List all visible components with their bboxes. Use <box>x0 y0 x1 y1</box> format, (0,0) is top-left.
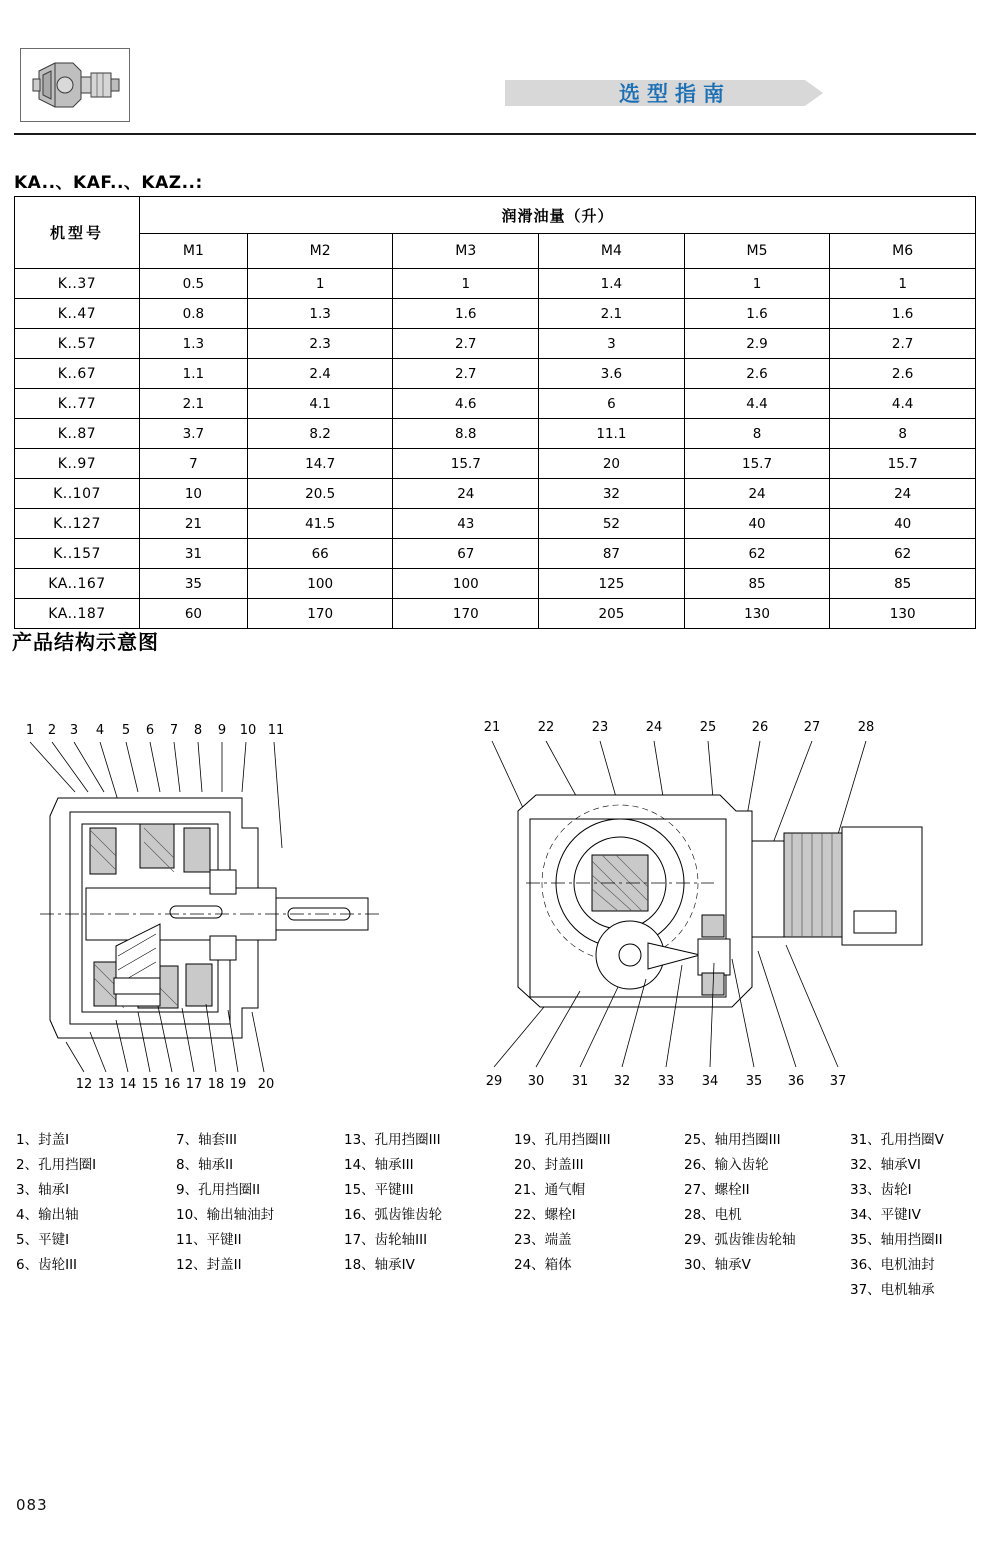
cell-m6: 40 <box>830 509 976 539</box>
callout-10: 10 <box>239 723 257 738</box>
legend-item: 36、电机油封 <box>850 1257 935 1273</box>
legend-item: 25、轴用挡圈III <box>684 1132 781 1148</box>
callout-30: 30 <box>527 1074 545 1089</box>
table-row <box>15 359 976 389</box>
cell-m5: 130 <box>684 599 830 629</box>
cell-m4: 3.6 <box>539 359 685 389</box>
cell-m3: 170 <box>393 599 539 629</box>
cell-m4: 1.4 <box>539 269 685 299</box>
parts-legend <box>16 1128 976 1303</box>
cell-m4: 125 <box>539 569 685 599</box>
callout-27: 27 <box>803 720 821 735</box>
cell-m3: 4.6 <box>393 389 539 419</box>
legend-item: 21、通气帽 <box>514 1182 586 1198</box>
cell-m6: 4.4 <box>830 389 976 419</box>
legend-column-1 <box>16 1128 176 1303</box>
cell-m5: 1 <box>684 269 830 299</box>
cell-m4: 11.1 <box>539 419 685 449</box>
cell-m6: 8 <box>830 419 976 449</box>
cell-m6: 1.6 <box>830 299 976 329</box>
table-row <box>15 299 976 329</box>
cell-m1: 0.5 <box>140 269 248 299</box>
legend-item: 35、轴用挡圈II <box>850 1232 943 1248</box>
callout-6: 6 <box>145 723 155 738</box>
table-header-model: 机型号 <box>15 197 140 269</box>
cell-m5: 62 <box>684 539 830 569</box>
legend-item: 33、齿轮I <box>850 1182 912 1198</box>
legend-item: 23、端盖 <box>514 1232 572 1248</box>
model-caption: KA..、KAF..、KAZ..: <box>14 173 203 193</box>
legend-item: 10、输出轴油封 <box>176 1207 275 1223</box>
gearbox-section-left-diagram <box>20 720 420 1100</box>
product-logo <box>20 48 130 122</box>
callout-9: 9 <box>217 723 227 738</box>
cell-m2: 100 <box>247 569 393 599</box>
cell-m5: 24 <box>684 479 830 509</box>
header-divider <box>14 133 976 135</box>
cell-m5: 15.7 <box>684 449 830 479</box>
cell-m4: 52 <box>539 509 685 539</box>
callout-32: 32 <box>613 1074 631 1089</box>
cell-m6: 2.7 <box>830 329 976 359</box>
table-row <box>15 419 976 449</box>
legend-item: 26、输入齿轮 <box>684 1157 769 1173</box>
cell-model: K..37 <box>15 269 140 299</box>
callout-28: 28 <box>857 720 875 735</box>
table-header-m6: M6 <box>830 234 976 269</box>
cell-m5: 8 <box>684 419 830 449</box>
legend-item: 24、箱体 <box>514 1257 572 1273</box>
gear-motor-illustration-icon <box>21 49 129 121</box>
legend-item: 9、孔用挡圈II <box>176 1182 261 1198</box>
legend-item: 12、封盖II <box>176 1257 242 1273</box>
legend-item: 5、平键I <box>16 1232 70 1248</box>
legend-item: 13、孔用挡圈III <box>344 1132 441 1148</box>
legend-item: 2、孔用挡圈I <box>16 1157 97 1173</box>
cell-m3: 1 <box>393 269 539 299</box>
legend-column-5 <box>684 1128 850 1303</box>
cell-m2: 170 <box>247 599 393 629</box>
cell-model: K..107 <box>15 479 140 509</box>
banner-title: 选型指南 <box>619 82 731 106</box>
callout-3: 3 <box>69 723 79 738</box>
table-row <box>15 569 976 599</box>
cell-m1: 1.3 <box>140 329 248 359</box>
table-row <box>15 329 976 359</box>
cell-m5: 2.9 <box>684 329 830 359</box>
cell-m5: 40 <box>684 509 830 539</box>
legend-item: 16、弧齿锥齿轮 <box>344 1207 443 1223</box>
cell-m4: 205 <box>539 599 685 629</box>
cell-m3: 15.7 <box>393 449 539 479</box>
cell-m5: 4.4 <box>684 389 830 419</box>
cell-m6: 62 <box>830 539 976 569</box>
structure-section-title: 产品结构示意图 <box>12 630 159 654</box>
cell-m6: 15.7 <box>830 449 976 479</box>
callout-14: 14 <box>119 1077 137 1092</box>
callout-18: 18 <box>207 1077 225 1092</box>
cell-model: K..57 <box>15 329 140 359</box>
cell-m2: 14.7 <box>247 449 393 479</box>
callout-35: 35 <box>745 1074 763 1089</box>
legend-item: 22、螺栓I <box>514 1207 576 1223</box>
cell-m2: 2.3 <box>247 329 393 359</box>
legend-item: 19、孔用挡圈III <box>514 1132 611 1148</box>
callout-4: 4 <box>95 723 105 738</box>
table-row <box>15 389 976 419</box>
cell-m2: 4.1 <box>247 389 393 419</box>
cell-m6: 1 <box>830 269 976 299</box>
cell-m3: 100 <box>393 569 539 599</box>
callout-22: 22 <box>537 720 555 735</box>
legend-column-2 <box>176 1128 344 1303</box>
callout-16: 16 <box>163 1077 181 1092</box>
cell-model: K..47 <box>15 299 140 329</box>
callout-24: 24 <box>645 720 663 735</box>
legend-item: 14、轴承III <box>344 1157 414 1173</box>
table-row <box>15 449 976 479</box>
callout-20: 20 <box>257 1077 275 1092</box>
table-header-m2: M2 <box>247 234 393 269</box>
cell-m1: 7 <box>140 449 248 479</box>
legend-item: 18、轴承IV <box>344 1257 415 1273</box>
cell-m3: 2.7 <box>393 359 539 389</box>
legend-item: 27、螺栓II <box>684 1182 750 1198</box>
callout-7: 7 <box>169 723 179 738</box>
table-header-oil-group: 润滑油量（升） <box>140 197 976 234</box>
legend-item: 29、弧齿锥齿轮轴 <box>684 1232 796 1248</box>
callout-29: 29 <box>485 1074 503 1089</box>
cell-model: KA..167 <box>15 569 140 599</box>
legend-item: 11、平键II <box>176 1232 242 1248</box>
cell-m4: 2.1 <box>539 299 685 329</box>
cell-m1: 21 <box>140 509 248 539</box>
table-header-m1: M1 <box>140 234 248 269</box>
legend-item: 30、轴承V <box>684 1257 751 1273</box>
gearmotor-section-right-diagram <box>470 715 970 1105</box>
cell-model: KA..187 <box>15 599 140 629</box>
cell-model: K..67 <box>15 359 140 389</box>
callout-2: 2 <box>47 723 57 738</box>
cell-m6: 2.6 <box>830 359 976 389</box>
callout-33: 33 <box>657 1074 675 1089</box>
callout-15: 15 <box>141 1077 159 1092</box>
cell-m4: 6 <box>539 389 685 419</box>
cell-m6: 24 <box>830 479 976 509</box>
legend-item: 37、电机轴承 <box>850 1282 935 1298</box>
callout-11: 11 <box>267 723 285 738</box>
callout-12: 12 <box>75 1077 93 1092</box>
callout-13: 13 <box>97 1077 115 1092</box>
cell-m3: 43 <box>393 509 539 539</box>
callout-17: 17 <box>185 1077 203 1092</box>
callout-5: 5 <box>121 723 131 738</box>
legend-item: 31、孔用挡圈V <box>850 1132 944 1148</box>
callout-1: 1 <box>25 723 35 738</box>
cell-m2: 1 <box>247 269 393 299</box>
cell-m2: 20.5 <box>247 479 393 509</box>
cell-m4: 20 <box>539 449 685 479</box>
cell-m5: 2.6 <box>684 359 830 389</box>
cell-m1: 0.8 <box>140 299 248 329</box>
legend-column-6 <box>850 1128 970 1303</box>
cell-m2: 66 <box>247 539 393 569</box>
cell-model: K..97 <box>15 449 140 479</box>
cell-m3: 8.8 <box>393 419 539 449</box>
table-row <box>15 599 976 629</box>
table-row <box>15 269 976 299</box>
legend-item: 3、轴承I <box>16 1182 70 1198</box>
lubricant-oil-table <box>14 196 976 629</box>
legend-column-3 <box>344 1128 514 1303</box>
legend-column-4 <box>514 1128 684 1303</box>
cell-m2: 2.4 <box>247 359 393 389</box>
legend-item: 32、轴承VI <box>850 1157 921 1173</box>
callout-8: 8 <box>193 723 203 738</box>
cell-m1: 60 <box>140 599 248 629</box>
page-number: 083 <box>16 1496 48 1514</box>
cell-m1: 35 <box>140 569 248 599</box>
cell-m6: 130 <box>830 599 976 629</box>
cell-m4: 3 <box>539 329 685 359</box>
cell-m2: 41.5 <box>247 509 393 539</box>
callout-26: 26 <box>751 720 769 735</box>
callout-21: 21 <box>483 720 501 735</box>
cell-model: K..127 <box>15 509 140 539</box>
legend-item: 28、电机 <box>684 1207 742 1223</box>
cell-m1: 2.1 <box>140 389 248 419</box>
legend-item: 7、轴套III <box>176 1132 238 1148</box>
cell-m3: 67 <box>393 539 539 569</box>
callout-23: 23 <box>591 720 609 735</box>
legend-item: 20、封盖III <box>514 1157 584 1173</box>
table-header-m4: M4 <box>539 234 685 269</box>
cell-m3: 2.7 <box>393 329 539 359</box>
callout-25: 25 <box>699 720 717 735</box>
table-row <box>15 479 976 509</box>
cell-m5: 1.6 <box>684 299 830 329</box>
cell-m4: 87 <box>539 539 685 569</box>
callout-34: 34 <box>701 1074 719 1089</box>
cell-m1: 10 <box>140 479 248 509</box>
legend-item: 15、平键III <box>344 1182 414 1198</box>
cell-model: K..157 <box>15 539 140 569</box>
cell-m1: 1.1 <box>140 359 248 389</box>
cell-m1: 3.7 <box>140 419 248 449</box>
table-header-m5: M5 <box>684 234 830 269</box>
cell-m5: 85 <box>684 569 830 599</box>
table-row <box>15 539 976 569</box>
legend-item: 4、输出轴 <box>16 1207 79 1223</box>
callout-31: 31 <box>571 1074 589 1089</box>
cell-model: K..87 <box>15 419 140 449</box>
legend-item: 1、封盖I <box>16 1132 70 1148</box>
page-header <box>0 0 990 140</box>
legend-item: 6、齿轮III <box>16 1257 78 1273</box>
cell-m2: 8.2 <box>247 419 393 449</box>
cell-model: K..77 <box>15 389 140 419</box>
cell-m2: 1.3 <box>247 299 393 329</box>
cell-m1: 31 <box>140 539 248 569</box>
legend-item: 17、齿轮轴III <box>344 1232 428 1248</box>
callout-37: 37 <box>829 1074 847 1089</box>
legend-item: 34、平键IV <box>850 1207 921 1223</box>
legend-item: 8、轴承II <box>176 1157 234 1173</box>
table-header-m3: M3 <box>393 234 539 269</box>
cell-m4: 32 <box>539 479 685 509</box>
cell-m6: 85 <box>830 569 976 599</box>
cell-m3: 1.6 <box>393 299 539 329</box>
callout-19: 19 <box>229 1077 247 1092</box>
cell-m3: 24 <box>393 479 539 509</box>
callout-36: 36 <box>787 1074 805 1089</box>
table-row <box>15 509 976 539</box>
